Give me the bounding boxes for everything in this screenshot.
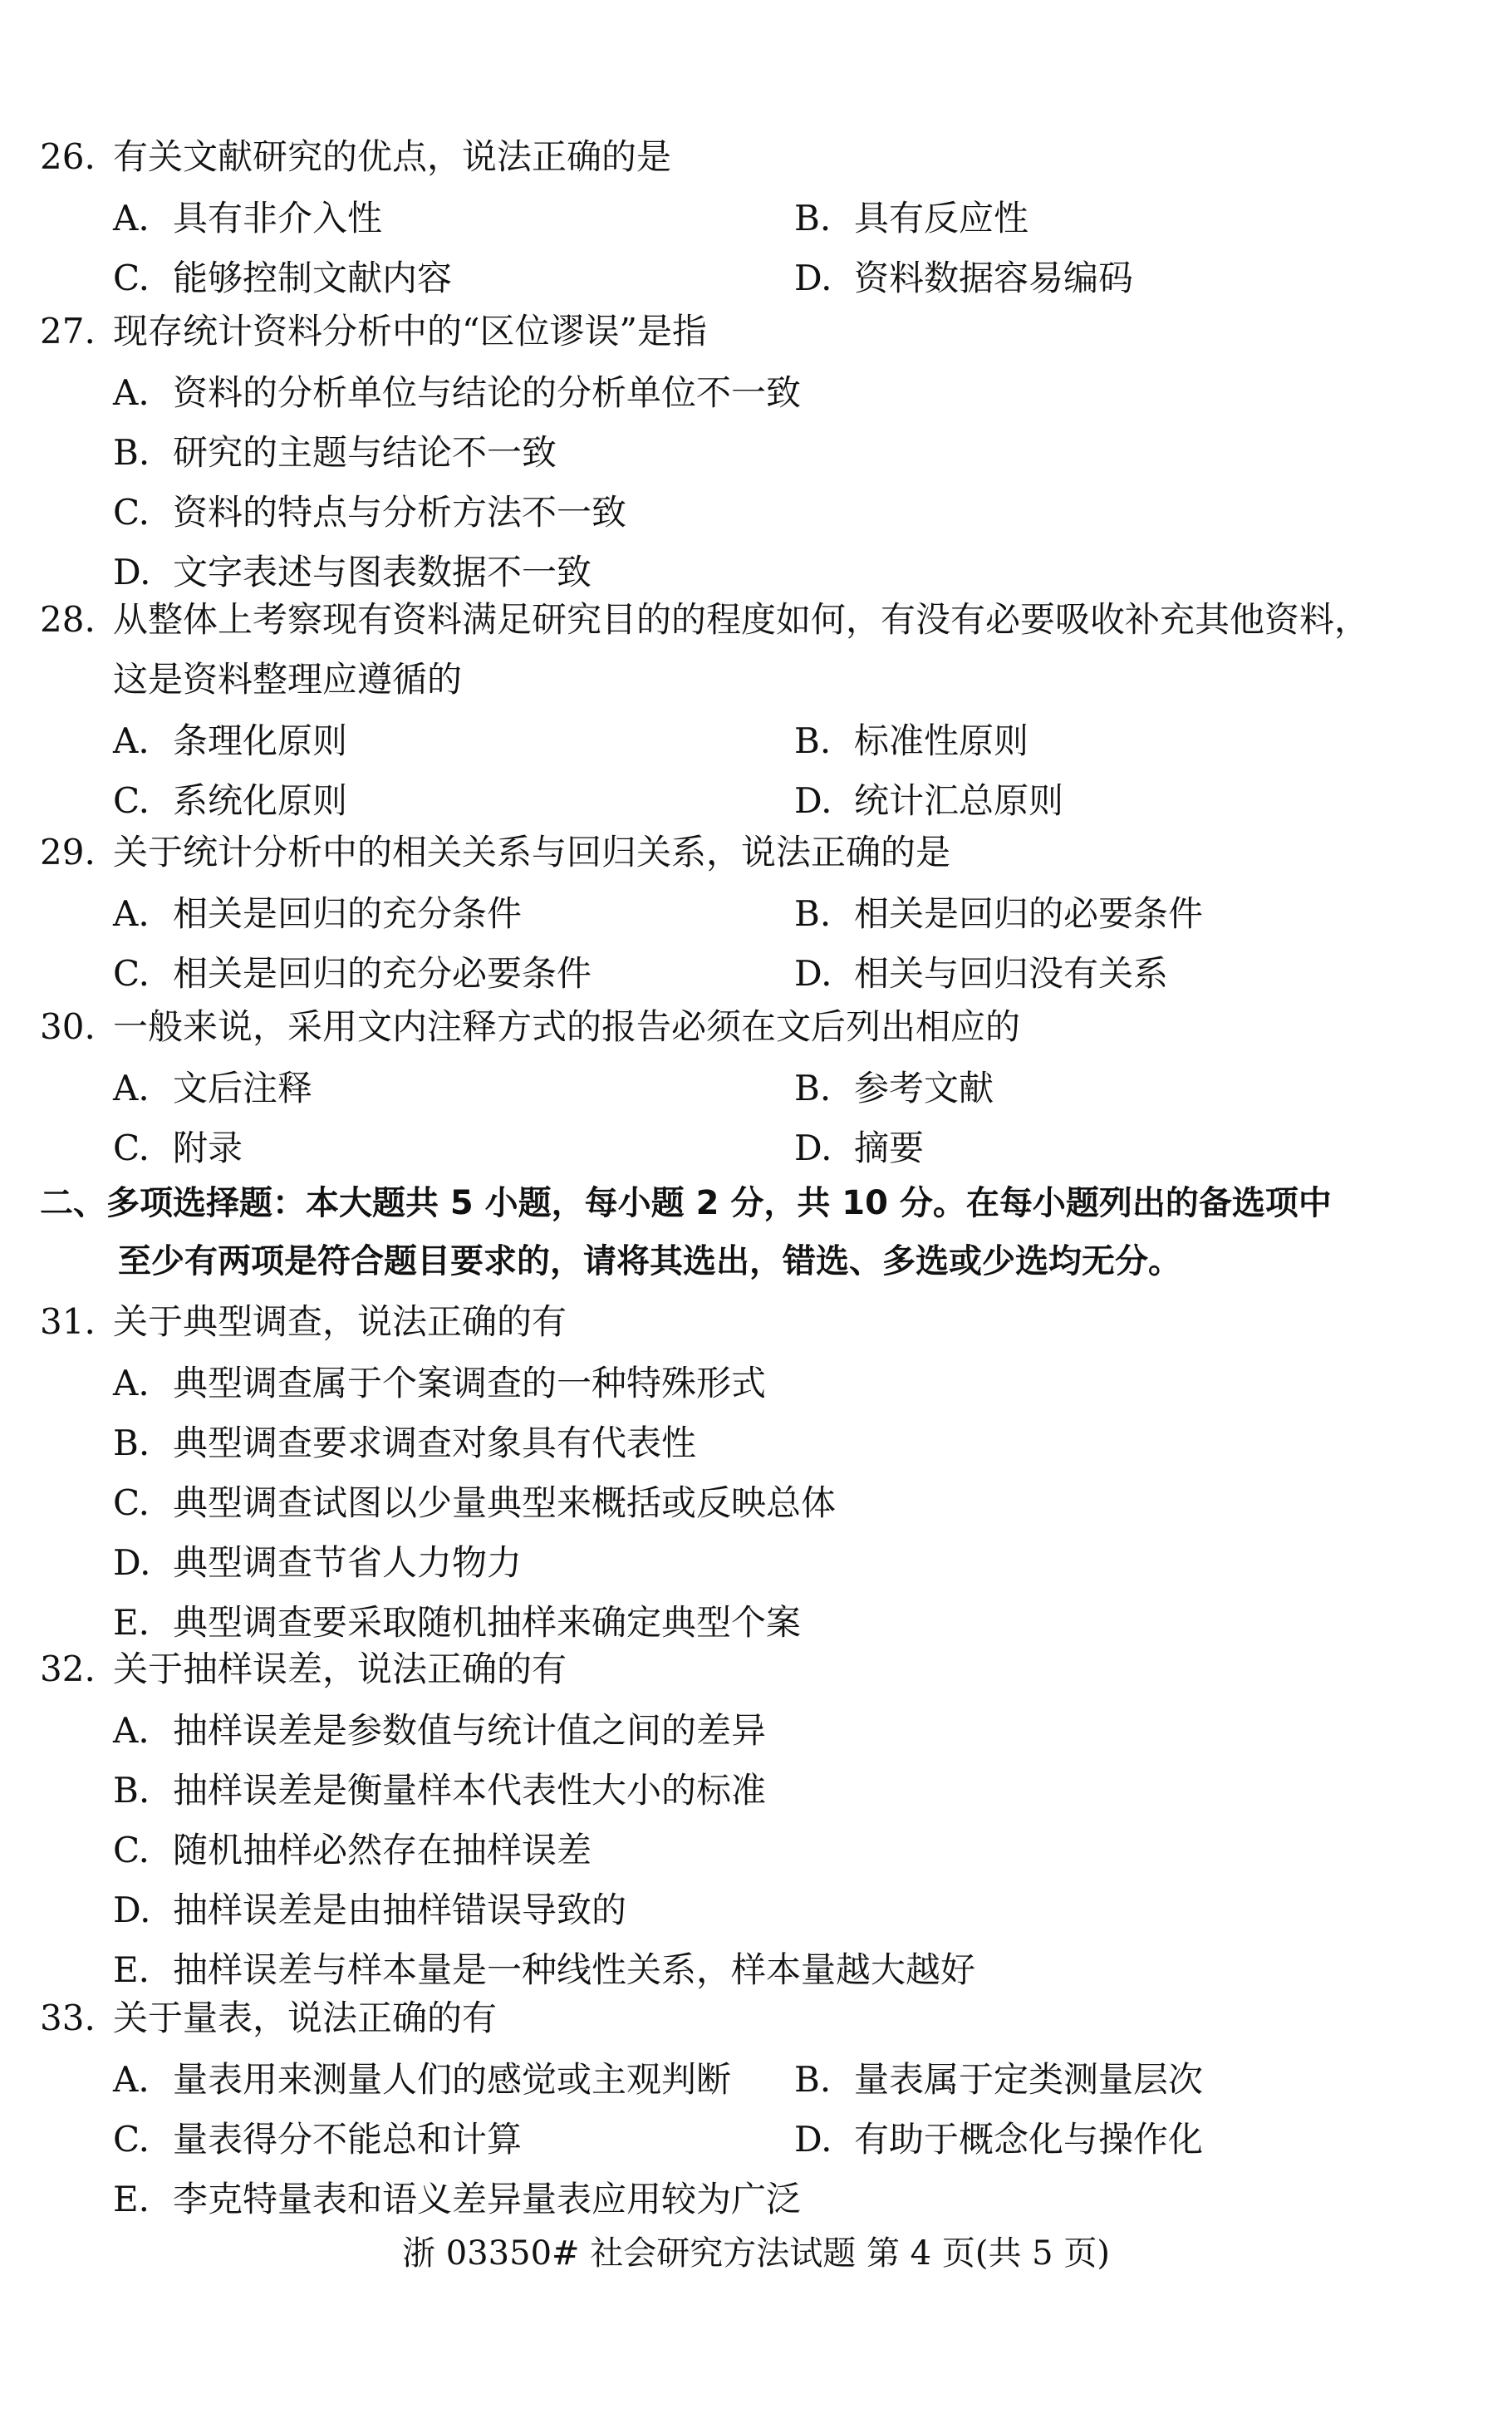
option-a bbox=[113, 1710, 1459, 1751]
option-label: B. bbox=[113, 1770, 150, 1811]
option-c bbox=[113, 492, 1459, 533]
option-text: 抽样误差是参数值与统计值之间的差异 bbox=[173, 1710, 767, 1751]
option-c bbox=[113, 1482, 1459, 1523]
question-stem: 关于量表，说法正确的有 bbox=[113, 1998, 498, 2038]
question-number: 28. bbox=[40, 599, 96, 640]
option-label: B. bbox=[113, 432, 150, 473]
option-b bbox=[794, 893, 1459, 934]
section-heading-multiple-choice bbox=[40, 1184, 1469, 1280]
question-number: 27. bbox=[40, 311, 96, 351]
option-label: C. bbox=[113, 1482, 150, 1523]
option-a bbox=[113, 1068, 794, 1108]
option-label: B. bbox=[794, 1068, 832, 1108]
question-33 bbox=[40, 1998, 1469, 2219]
option-label: E. bbox=[113, 1949, 150, 1990]
option-b bbox=[794, 2059, 1459, 2100]
option-a bbox=[113, 372, 1459, 413]
option-c bbox=[113, 258, 794, 298]
question-number: 32. bbox=[40, 1649, 96, 1689]
option-label: E. bbox=[113, 2179, 150, 2219]
option-label: A. bbox=[113, 372, 150, 413]
page-footer: 浙 03350# 社会研究方法试题 第 4 页(共 5 页) bbox=[402, 2234, 1110, 2273]
option-text: 具有反应性 bbox=[854, 198, 1029, 238]
question-30 bbox=[40, 1006, 1469, 1168]
option-label: D. bbox=[794, 1128, 832, 1168]
option-list bbox=[113, 893, 1469, 994]
option-a bbox=[113, 720, 794, 761]
option-d bbox=[794, 953, 1459, 994]
question-32 bbox=[40, 1649, 1469, 1990]
option-text: 抽样误差与样本量是一种线性关系，样本量越大越好 bbox=[173, 1949, 976, 1990]
question-number: 30. bbox=[40, 1006, 96, 1047]
option-text: 李克特量表和语义差异量表应用较为广泛 bbox=[173, 2179, 802, 2219]
question-number: 31. bbox=[40, 1301, 96, 1342]
option-label: A. bbox=[113, 720, 150, 761]
option-c bbox=[113, 953, 794, 994]
option-b bbox=[794, 720, 1459, 761]
option-text: 摘要 bbox=[854, 1128, 925, 1168]
option-text: 资料数据容易编码 bbox=[854, 258, 1134, 298]
option-list bbox=[113, 1068, 1469, 1168]
option-d bbox=[113, 1542, 1459, 1583]
question-stem-continued: 这是资料整理应遵循的 bbox=[113, 659, 463, 700]
question-stem: 有关文献研究的优点，说法正确的是 bbox=[113, 136, 672, 177]
option-b bbox=[794, 198, 1459, 238]
option-e bbox=[113, 2179, 1459, 2219]
option-label: E. bbox=[113, 1602, 150, 1643]
option-label: C. bbox=[113, 492, 150, 533]
option-c bbox=[113, 780, 794, 821]
option-text: 量表属于定类测量层次 bbox=[854, 2059, 1204, 2100]
option-label: D. bbox=[794, 2119, 832, 2160]
option-text: 典型调查要求调查对象具有代表性 bbox=[173, 1423, 697, 1463]
option-list-extra bbox=[113, 2179, 1469, 2219]
option-d bbox=[794, 2119, 1459, 2160]
question-26 bbox=[40, 136, 1469, 298]
option-list bbox=[113, 372, 1469, 592]
option-d bbox=[113, 552, 1459, 592]
option-text: 标准性原则 bbox=[854, 720, 1029, 761]
question-number: 33. bbox=[40, 1998, 96, 2038]
option-a bbox=[113, 198, 794, 238]
option-label: D. bbox=[113, 552, 151, 592]
question-27 bbox=[40, 311, 1469, 592]
section-instructions-line-2: 至少有两项是符合题目要求的，请将其选出，错选、多选或少选均无分。 bbox=[118, 1242, 1181, 1280]
option-d bbox=[113, 1890, 1459, 1930]
option-a bbox=[113, 893, 794, 934]
option-label: C. bbox=[113, 953, 150, 994]
option-c bbox=[113, 1830, 1459, 1870]
option-d bbox=[794, 1128, 1459, 1168]
option-label: D. bbox=[113, 1890, 151, 1930]
question-28 bbox=[40, 599, 1469, 821]
option-e bbox=[113, 1949, 1459, 1990]
question-stem: 从整体上考察现有资料满足研究目的的程度如何，有没有必要吸收补充其他资料， bbox=[113, 599, 1370, 640]
option-b bbox=[794, 1068, 1459, 1108]
option-label: A. bbox=[113, 2059, 150, 2100]
option-label: A. bbox=[113, 198, 150, 238]
option-text: 典型调查要采取随机抽样来确定典型个案 bbox=[173, 1602, 802, 1643]
option-label: B. bbox=[794, 893, 832, 934]
option-a bbox=[113, 2059, 794, 2100]
option-text: 抽样误差是由抽样错误导致的 bbox=[173, 1890, 627, 1930]
option-e bbox=[113, 1602, 1459, 1643]
option-b bbox=[113, 1423, 1459, 1463]
option-text: 具有非介入性 bbox=[173, 198, 383, 238]
option-text: 相关是回归的充分必要条件 bbox=[173, 953, 592, 994]
option-label: A. bbox=[113, 893, 150, 934]
option-list bbox=[113, 198, 1469, 298]
option-text: 典型调查属于个案调查的一种特殊形式 bbox=[173, 1363, 767, 1403]
option-text: 抽样误差是衡量样本代表性大小的标准 bbox=[173, 1770, 767, 1811]
option-text: 附录 bbox=[173, 1128, 243, 1168]
option-label: B. bbox=[794, 198, 832, 238]
option-d bbox=[794, 780, 1459, 821]
option-text: 典型调查节省人力物力 bbox=[173, 1542, 523, 1583]
option-b bbox=[113, 1770, 1459, 1811]
option-text: 量表得分不能总和计算 bbox=[173, 2119, 523, 2160]
option-text: 系统化原则 bbox=[173, 780, 348, 821]
option-list bbox=[113, 2059, 1469, 2160]
question-stem: 现存统计资料分析中的“区位谬误”是指 bbox=[113, 311, 707, 351]
option-label: A. bbox=[113, 1710, 150, 1751]
section-instructions-line-1: 二、多项选择题：本大题共 5 小题，每小题 2 分，共 10 分。在每小题列出的备选项中 bbox=[40, 1184, 1332, 1222]
option-text: 研究的主题与结论不一致 bbox=[173, 432, 557, 473]
option-text: 相关是回归的必要条件 bbox=[854, 893, 1204, 934]
question-stem: 关于典型调查，说法正确的有 bbox=[113, 1301, 567, 1342]
option-label: C. bbox=[113, 1128, 150, 1168]
option-label: D. bbox=[113, 1542, 151, 1583]
option-text: 统计汇总原则 bbox=[854, 780, 1064, 821]
option-d bbox=[794, 258, 1459, 298]
option-c bbox=[113, 2119, 794, 2160]
option-label: C. bbox=[113, 2119, 150, 2160]
option-label: D. bbox=[794, 258, 832, 298]
option-label: C. bbox=[113, 1830, 150, 1870]
option-text: 相关与回归没有关系 bbox=[854, 953, 1169, 994]
option-text: 参考文献 bbox=[854, 1068, 994, 1108]
option-text: 资料的分析单位与结论的分析单位不一致 bbox=[173, 372, 802, 413]
option-label: A. bbox=[113, 1363, 150, 1403]
question-31 bbox=[40, 1301, 1469, 1643]
option-text: 相关是回归的充分条件 bbox=[173, 893, 523, 934]
option-label: B. bbox=[113, 1423, 150, 1463]
option-text: 有助于概念化与操作化 bbox=[854, 2119, 1204, 2160]
option-text: 条理化原则 bbox=[173, 720, 348, 761]
option-list bbox=[113, 1363, 1469, 1643]
option-text: 文后注释 bbox=[173, 1068, 313, 1108]
question-number: 26. bbox=[40, 136, 96, 177]
option-text: 随机抽样必然存在抽样误差 bbox=[173, 1830, 592, 1870]
option-text: 量表用来测量人们的感觉或主观判断 bbox=[173, 2059, 732, 2100]
question-29 bbox=[40, 832, 1469, 994]
option-label: C. bbox=[113, 258, 150, 298]
question-stem: 关于统计分析中的相关关系与回归关系，说法正确的是 bbox=[113, 832, 951, 872]
option-text: 资料的特点与分析方法不一致 bbox=[173, 492, 627, 533]
option-list bbox=[113, 1710, 1469, 1990]
option-a bbox=[113, 1363, 1459, 1403]
option-b bbox=[113, 432, 1459, 473]
option-text: 典型调查试图以少量典型来概括或反映总体 bbox=[173, 1482, 837, 1523]
option-list bbox=[113, 720, 1469, 821]
option-text: 能够控制文献内容 bbox=[173, 258, 453, 298]
option-label: D. bbox=[794, 953, 832, 994]
question-stem: 关于抽样误差，说法正确的有 bbox=[113, 1649, 567, 1689]
option-label: D. bbox=[794, 780, 832, 821]
option-label: C. bbox=[113, 780, 150, 821]
question-stem: 一般来说，采用文内注释方式的报告必须在文后列出相应的 bbox=[113, 1006, 1021, 1047]
option-label: A. bbox=[113, 1068, 150, 1108]
question-number: 29. bbox=[40, 832, 96, 872]
option-c bbox=[113, 1128, 794, 1168]
option-label: B. bbox=[794, 720, 832, 761]
option-text: 文字表述与图表数据不一致 bbox=[173, 552, 592, 592]
option-label: B. bbox=[794, 2059, 832, 2100]
